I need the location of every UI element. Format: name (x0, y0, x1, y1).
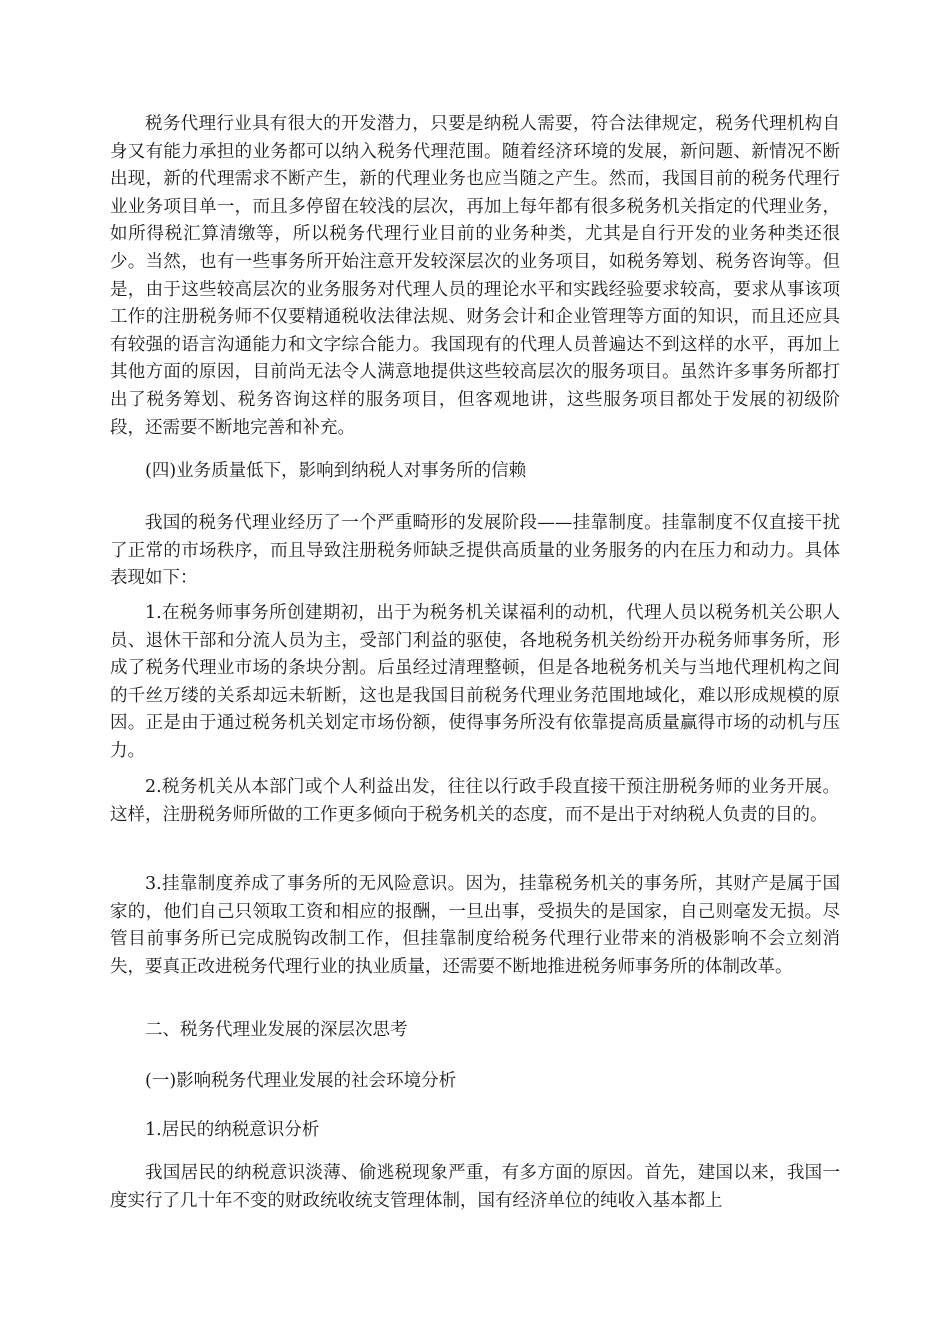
subheading-quality: (四)业务质量低下，影响到纳税人对事务所的信赖 (145, 461, 527, 481)
section-heading-block (110, 1068, 840, 1096)
section-heading-block (110, 1017, 840, 1045)
body-text (110, 1160, 840, 1215)
section-heading-block (110, 1117, 840, 1145)
paragraph-tax-awareness: 我国居民的纳税意识淡薄、偷逃税现象严重，有多方面的原因。首先，建国以来，我国一度实行了几十年不变的财政统收统支管理体制，国有经济单位的纯收入基本都上 (110, 1163, 840, 1211)
paragraph-point-3: 3.挂靠制度养成了事务所的无风险意识。因为，挂靠税务机关的事务所，其财产是属于国家的，他们自己只领取工资和相应的报酬，一旦出事，受损失的是国家，自己则毫发无损。尽管目前事务所已完成脱钩改制工作，但挂靠制度给税务代理行业带来的消极影响不会立刻消失，要真正改进税务代理行业的执业质量，还需要不断地推进税务师事务所的体制改革。 (110, 874, 840, 977)
body-text (110, 111, 840, 442)
paragraph-point-2: 2.税务机关从本部门或个人利益出发，往往以行政手段直接干预注册税务师的业务开展。这样，注册税务师所做的工作更多倾向于税务机关的态度，而不是出于对纳税人负责的目的。 (110, 777, 840, 825)
paragraph-affiliation-system: 我国的税务代理业经历了一个严重畸形的发展阶段——挂靠制度。挂靠制度不仅直接干扰了正常的市场秩序，而且导致注册税务师缺乏提供高质量的业务服务的内在压力和动力。具体表现如下： (110, 513, 840, 589)
body-text (110, 510, 840, 593)
subheading-tax-awareness: 1.居民的纳税意识分析 (145, 1120, 320, 1140)
paragraph-service-scope: 税务代理行业具有很大的开发潜力，只要是纳税人需要，符合法律规定，税务代理机构自身又有能力承担的业务都可以纳入税务代理范围。随着经济环境的发展，新问题、新情况不断出现，新的代理需求不断产生，新的代理业务也应当随之产生。然而，我国目前的税务代理行业业务项目单一，而且多停留在较浅的层次，再加上每年都有很多税务机关指定的代理业务，如所得税汇算清缴等，所以税务代理行业目前的业务种类，尤其是自行开发的业务种类还很少。当然，也有一些事务所开始注意开发较深层次的业务项目，如税务筹划、税务咨询等。但是，由于这些较高层次的业务服务对代理人员的理论水平和实践经验要求较高，要求从事该项工作的注册税务师不仅要精通税收法律法规、财务会计和企业管理等方面的知识，而且还应具有较强的语言沟通能力和文字综合能力。我国现有的代理人员普遍达不到这样的水平，再加上其他方面的原因，目前尚无法令人满意地提供这些较高层次的服务项目。虽然许多事务所都打出了税务筹划、税务咨询这样的服务项目，但客观地讲，这些服务项目都处于发展的初级阶段，还需要不断地完善和补充。 (110, 114, 840, 438)
paragraph-point-1: 1.在税务师事务所创建期初，出于为税务机关谋福利的动机，代理人员以税务机关公职人员、退休干部和分流人员为主，受部门利益的驱使，各地税务机关纷纷开办税务师事务所，形成了税务代理业市场的条块分割。后虽经过清理整顿，但是各地税务机关与当地代理机构之间的千丝万缕的关系却远未斩断，这也是我国目前税务代理业务范围地域化，难以形成规模的原因。正是由于通过税务机关划定市场份额，使得事务所没有依靠提高质量赢得市场的动机与压力。 (110, 603, 840, 761)
section-heading-block (110, 458, 840, 486)
section-heading-2: 二、税务代理业发展的深层次思考 (145, 1020, 408, 1040)
body-text (110, 871, 840, 981)
body-text (110, 774, 840, 829)
subheading-social-environment: (一)影响税务代理业发展的社会环境分析 (145, 1071, 457, 1091)
body-text (110, 600, 840, 766)
